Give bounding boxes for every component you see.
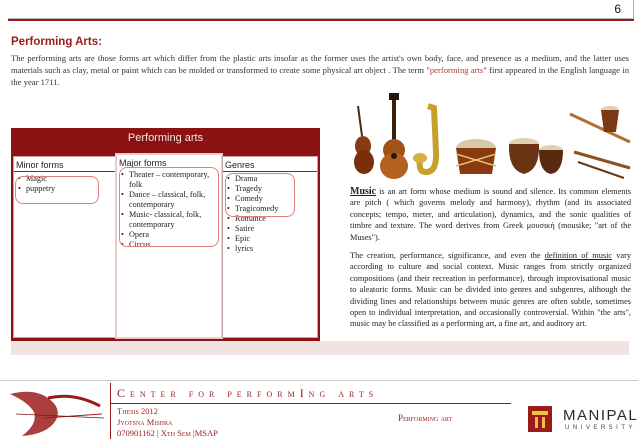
highlight-ellipse bbox=[225, 173, 295, 217]
guitar-icon bbox=[380, 93, 408, 179]
page-number: 6 bbox=[614, 2, 621, 16]
intro-highlight: performing arts bbox=[429, 65, 484, 76]
university-name: MANIPAL bbox=[563, 407, 638, 424]
header-rule bbox=[8, 19, 634, 21]
list-item: • Epic bbox=[227, 234, 317, 244]
footer-divider bbox=[110, 383, 111, 439]
music-term: Music bbox=[350, 186, 377, 197]
footer-title: Center for performIng arts bbox=[117, 386, 379, 400]
list-item: • Tragicomedy bbox=[227, 204, 317, 214]
footer-author: Jyotsna Mishra bbox=[117, 417, 173, 427]
music-paragraph-1: Music is an art form whose medium is sound and silence. Its common elements are pitch ( which governs melody and harmony), rhythm (and its associated concepts; tempo, meter, and articulation), dynamics, and the sonic qualities of timbre and texture. The word derives from Greek μουσική (mousike; "art of the Muses"). bbox=[350, 186, 631, 242]
list-item: • Romance bbox=[227, 214, 317, 224]
list-item: • Circus bbox=[121, 240, 221, 250]
list-item: • Opera bbox=[121, 230, 221, 240]
list-item: • Dance – classical, folk, contemporary bbox=[121, 190, 221, 210]
list-item: • Tragedy bbox=[227, 184, 317, 194]
music-paragraph-2: The creation, performance, significance, and even the definition of music vary according to culture and social context. Music ranges from strictly organized compositions (and their recreation in performance), through improvisational music to aleatoric forms. Music can be divided into genres and subgenres, although the dividing lines and relationships between music genres are often subtle, sometimes open to individual interpretation, and occasionally controversial. Within "the arts", music may be classified as a performing art, a fine art, and auditory art. bbox=[350, 251, 631, 329]
highlight-ellipse bbox=[119, 167, 219, 247]
list-item: • puppetry bbox=[18, 184, 115, 194]
djembe-icon bbox=[601, 106, 619, 132]
music-description bbox=[350, 186, 631, 337]
list-item: • Theater – contemporary, folk bbox=[121, 170, 221, 190]
highlight-ellipse bbox=[15, 176, 99, 204]
list-item: • lyrics bbox=[227, 244, 317, 254]
genres-column bbox=[222, 156, 318, 338]
list-item: • Music- classical, folk, contemporary bbox=[121, 210, 221, 230]
footer-course: Performing art bbox=[398, 413, 453, 423]
section-heading: Performing Arts: bbox=[11, 36, 102, 48]
list-item: • Magic bbox=[18, 174, 115, 184]
saxophone-icon bbox=[413, 106, 436, 172]
genres-header: Genres bbox=[223, 157, 317, 172]
list-item: • Satire bbox=[227, 224, 317, 234]
manipal-emblem-icon bbox=[525, 403, 555, 437]
instruments-image bbox=[348, 92, 632, 182]
footer-id: 070901162 | Xth Sem |MSAP bbox=[117, 428, 218, 438]
intro-paragraph: The performing arts are those forms art which differ from the plastic arts insofar as the former uses the artist's own body, face, and presence as a medium, and the latter uses materials such as clay, metal or paint which can be molded or transformed to create some physical art object . The term "performing arts" first appeared in the English language in the year 1711. bbox=[11, 53, 629, 88]
tabla-icon bbox=[509, 138, 563, 174]
header-bar bbox=[8, 0, 634, 19]
list-item: • Drama bbox=[227, 174, 317, 184]
violin-icon bbox=[354, 106, 374, 174]
drum-icon bbox=[456, 139, 496, 174]
major-forms-header: Major forms bbox=[119, 158, 167, 168]
dancer-logo-icon bbox=[4, 384, 108, 440]
footer-thesis: Thesis 2012 bbox=[117, 406, 158, 416]
flute-icon bbox=[570, 114, 630, 178]
minor-forms-column bbox=[13, 156, 116, 338]
university-subtitle: UNIVERSITY bbox=[565, 425, 637, 431]
footer-title-rule bbox=[111, 403, 511, 404]
footer-separator bbox=[0, 380, 638, 381]
performing-arts-diagram bbox=[11, 128, 320, 341]
diagram-title: Performing arts bbox=[127, 132, 204, 144]
bottom-band bbox=[11, 341, 629, 355]
major-forms-column bbox=[115, 153, 223, 339]
minor-forms-header: Minor forms bbox=[14, 157, 115, 172]
list-item: • Comedy bbox=[227, 194, 317, 204]
